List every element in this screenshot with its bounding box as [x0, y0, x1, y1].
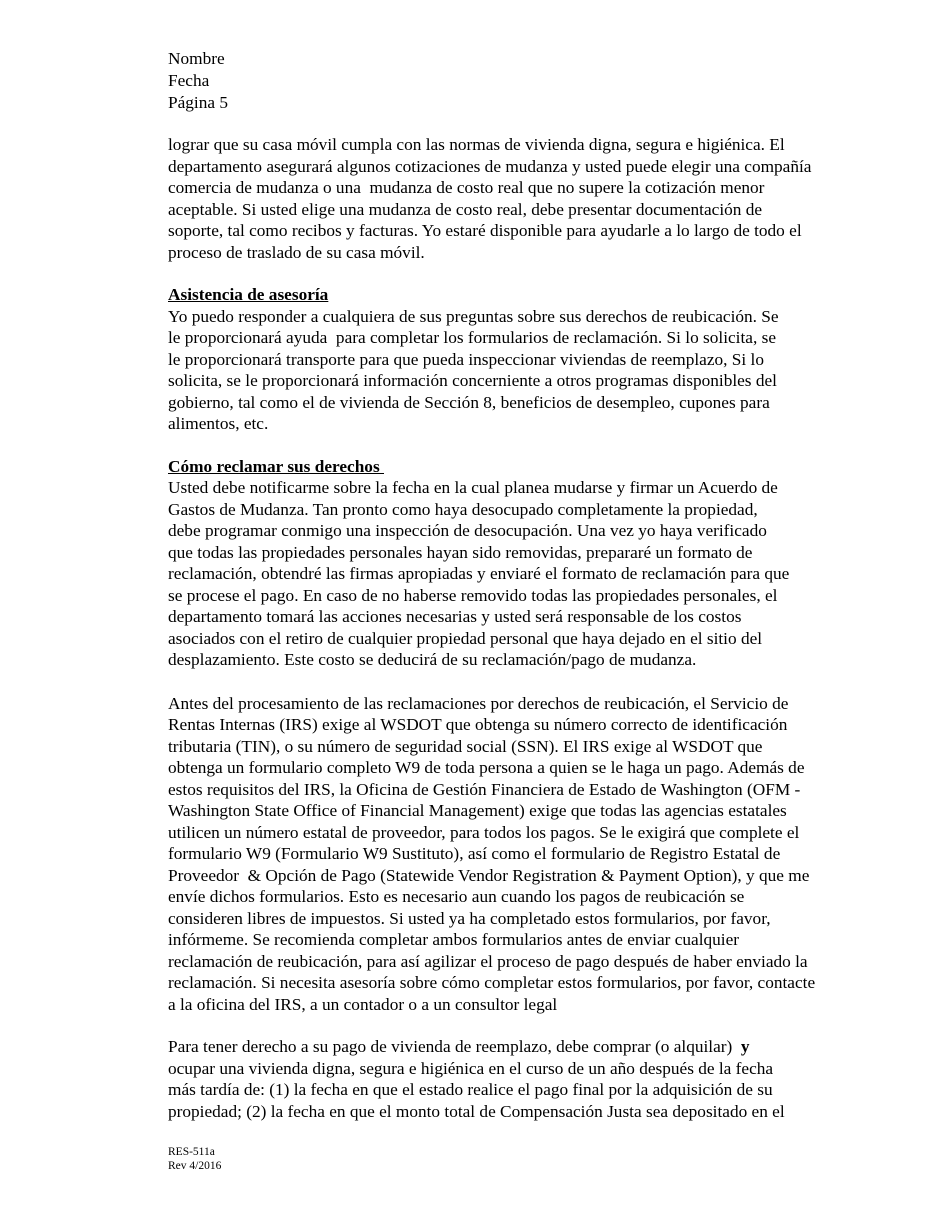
- date-label: Fecha: [168, 71, 210, 90]
- document-page: [168, 48, 878, 1122]
- text-line: a la oficina del IRS, a un contador o a un consultor legal: [168, 994, 558, 1014]
- text-line: solicita, se le proporcionará información concerniente a otros programas disponibles del: [168, 371, 777, 390]
- text-line: reclamación, obtendré las firmas apropiadas y enviaré el formato de reclamación para que: [168, 564, 790, 583]
- text-line: proceso de traslado de su casa móvil.: [168, 242, 425, 262]
- text-line: ocupar una vivienda digna, segura e higiénica en el curso de un año después de la fecha: [168, 1058, 774, 1078]
- text-line: estos requisitos del IRS, la Oficina de Gestión Financiera de Estado de Washington (OFM -: [168, 779, 801, 799]
- text-run: Para tener derecho a su pago de vivienda de reemplazo, debe comprar (o alquilar): [168, 1037, 741, 1056]
- claim-paragraph: [168, 477, 878, 671]
- text-line: utilicen un número estatal de proveedor, para todos los pagos. Se le exigirá que complete el: [168, 822, 800, 842]
- text-line: Yo puedo responder a cualquiera de sus preguntas sobre sus derechos de reubicación. Se: [168, 306, 779, 326]
- text-line: infórmeme. Se recomienda completar ambos formularios antes de enviar cualquier: [168, 930, 740, 949]
- text-line: alimentos, etc.: [168, 414, 269, 433]
- text-line: [168, 1036, 878, 1058]
- text-line: debe programar conmigo una inspección de desocupación. Una vez yo haya verificado: [168, 521, 767, 540]
- intro-paragraph: [168, 134, 878, 263]
- claim-heading: Cómo reclamar sus derechos: [168, 456, 384, 476]
- claim-section: [168, 456, 878, 671]
- page-header: [168, 48, 878, 114]
- form-code: RES-511a: [168, 1146, 215, 1158]
- text-line: Antes del procesamiento de las reclamaciones por derechos de reubicación, el Servicio de: [168, 693, 789, 713]
- text-line: soporte, tal como recibos y facturas. Yo estaré disponible para ayudarle a lo largo de todo el: [168, 221, 802, 240]
- text-line: obtenga un formulario completo W9 de toda persona a quien se le haga un pago. Además de: [168, 758, 805, 777]
- text-line: Gastos de Mudanza. Tan pronto como haya desocupado completamente la propiedad,: [168, 499, 758, 519]
- text-line: le proporcionará ayuda para completar los formularios de reclamación. Si lo solicita, se: [168, 328, 776, 347]
- text-line: más tardía de: (1) la fecha en que el estado realice el pago final por la adquisición de su: [168, 1080, 773, 1099]
- irs-paragraph: [168, 693, 878, 1016]
- text-line: gobierno, tal como el de vivienda de Sección 8, beneficios de desempleo, cupones para: [168, 392, 770, 412]
- page-number: Página 5: [168, 93, 228, 112]
- text-line: envíe dichos formularios. Esto es necesario aun cuando los pagos de reubicación se: [168, 887, 745, 906]
- text-line: Washington State Office of Financial Management) exige que todas las agencias estatales: [168, 801, 787, 820]
- text-line: le proporcionará transporte para que pueda inspeccionar viviendas de reemplazo, Si lo: [168, 349, 764, 369]
- text-line: lograr que su casa móvil cumpla con las normas de vivienda digna, segura e higiénica. El: [168, 135, 785, 154]
- text-line: Proveedor & Opción de Pago (Statewide Vendor Registration & Payment Option), y que me: [168, 865, 810, 885]
- text-line: se procese el pago. En caso de no haberse removido todas las propiedades personales, el: [168, 585, 778, 605]
- text-line: desplazamiento. Este costo se deducirá de su reclamación/pago de mudanza.: [168, 650, 697, 669]
- name-label: Nombre: [168, 49, 225, 68]
- text-line: departamento tomará las acciones necesarias y usted será responsable de los costos: [168, 607, 742, 626]
- text-line: tributaria (TIN), o su número de seguridad social (SSN). El IRS exige al WSDOT que: [168, 736, 763, 756]
- text-line: asociados con el retiro de cualquier propiedad personal que haya dejado en el sitio del: [168, 628, 763, 648]
- text-line: aceptable. Si usted elige una mudanza de costo real, debe presentar documentación de: [168, 199, 763, 219]
- text-line: departamento asegurará algunos cotizaciones de mudanza y usted puede elegir una compañía: [168, 156, 812, 176]
- replacement-paragraph: [168, 1036, 878, 1122]
- text-line: que todas las propiedades personales hayan sido removidas, prepararé un formato de: [168, 542, 753, 562]
- text-line: consideren libres de impuestos. Si usted ya ha completado estos formularios, por favor,: [168, 908, 771, 928]
- text-line: reclamación de reubicación, para así agilizar el proceso de pago después de haber enviado la: [168, 951, 808, 971]
- advisory-section: [168, 284, 878, 435]
- text-line: reclamación. Si necesita asesoría sobre cómo completar estos formularios, por favor, contacte: [168, 973, 816, 992]
- text-line: Rentas Internas (IRS) exige al WSDOT que obtenga su número correcto de identificación: [168, 715, 788, 734]
- bold-word: y: [740, 1037, 750, 1056]
- revision-date: Rev 4/2016: [168, 1160, 222, 1172]
- text-line: comercia de mudanza o una mudanza de costo real que no supere la cotización menor: [168, 178, 765, 197]
- text-line: Usted debe notificarme sobre la fecha en la cual planea mudarse y firmar un Acuerdo de: [168, 478, 778, 497]
- advisory-paragraph: [168, 306, 878, 435]
- page-footer: [168, 1145, 221, 1173]
- text-line: propiedad; (2) la fecha en que el monto total de Compensación Justa sea depositado en el: [168, 1101, 785, 1121]
- text-line: formulario W9 (Formulario W9 Sustituto), así como el formulario de Registro Estatal de: [168, 844, 781, 863]
- advisory-heading: Asistencia de asesoría: [168, 285, 329, 304]
